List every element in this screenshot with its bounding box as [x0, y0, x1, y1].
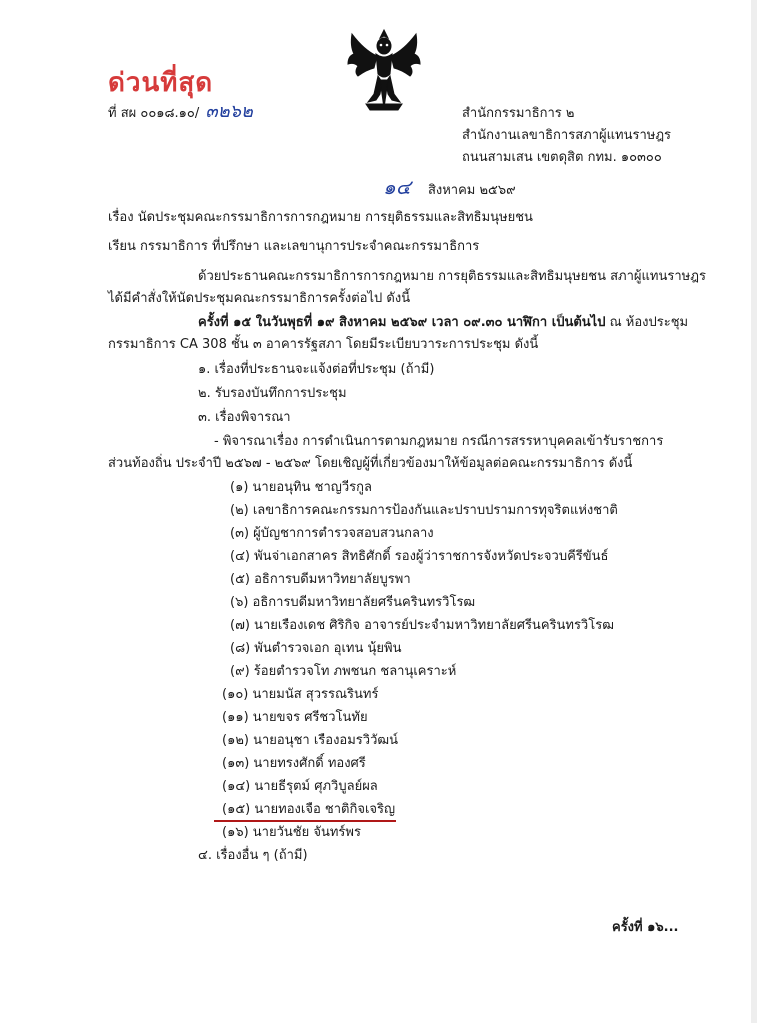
sender-agency: สำนักงานเลขาธิการสภาผู้แทนราษฎร	[462, 128, 672, 143]
consider-line1: - พิจารณาเรื่อง การดำเนินการตามกฎหมาย กรณีการสรรหาบุคคลเข้ารับราชการ	[214, 434, 664, 449]
date-month-year: สิงหาคม ๒๕๖๙	[427, 183, 516, 198]
invitee-7: (๗) นายเรืองเดช ศิริกิจ อาจารย์ประจำมหาวิทยาลัยศรีนครินทรวิโรฒ	[230, 618, 614, 633]
garuda-emblem-icon	[344, 24, 424, 116]
sender-office: สำนักกรรมาธิการ ๒	[462, 106, 575, 121]
red-pen-underline	[214, 820, 396, 822]
invitee-2: (๒) เลขาธิการคณะกรรมการป้องกันและปราบปรามการทุจริตแห่งชาติ	[230, 503, 618, 518]
meeting-location: กรรมาธิการ CA 308 ชั้น ๓ อาคารรัฐสภา โดยมีระเบียบวาระการประชุม ดังนี้	[108, 337, 539, 352]
invitee-11: (๑๑) นายขจร ศรีชวโนทัย	[222, 710, 368, 725]
document-addressee: เรียน กรรมาธิการ ที่ปรึกษา และเลขานุการประจำคณะกรรมาธิการ	[108, 239, 480, 254]
consider-line2: ส่วนท้องถิ่น ประจำปี ๒๕๖๗ - ๒๕๖๙ โดยเชิญผู้ที่เกี่ยวข้องมาให้ข้อมูลต่อคณะกรรมาธิการ ดังนี้	[108, 456, 633, 471]
invitee-14: (๑๔) นายธีรุตม์ ศุภวิบูลย์ผล	[222, 779, 378, 794]
meeting-schedule	[198, 315, 688, 331]
invitee-8: (๘) พันตำรวจเอก อุเทน นุ้ยพิน	[230, 641, 402, 656]
invitee-16: (๑๖) นายวันชัย จันทร์พร	[222, 825, 361, 840]
invitee-1: (๑) นายอนุทิน ชาญวีรกูล	[230, 480, 372, 495]
invitee-9: (๙) ร้อยตำรวจโท ภพชนก ชลานุเคราะห์	[230, 664, 457, 679]
document-reference	[108, 101, 253, 122]
invitee-10: (๑๐) นายมนัส สุวรรณรินทร์	[222, 687, 379, 702]
invitee-15: (๑๕) นายทองเจือ ชาติกิจเจริญ	[222, 802, 396, 817]
urgent-stamp: ด่วนที่สุด	[108, 68, 214, 98]
meeting-schedule-bold: ครั้งที่ ๑๕ ในวันพุธที่ ๑๙ สิงหาคม ๒๕๖๙ เวลา ๐๙.๓๐ นาฬิกา เป็นต้นไป	[198, 315, 606, 330]
agenda-item-1: ๑. เรื่องที่ประธานจะแจ้งต่อที่ประชุม (ถ้ามี)	[198, 362, 435, 377]
invitee-13: (๑๓) นายทรงศักดิ์ ทองศรี	[222, 756, 366, 771]
agenda-item-4: ๔. เรื่องอื่น ๆ (ถ้ามี)	[198, 848, 308, 863]
invitee-6: (๖) อธิการบดีมหาวิทยาลัยศรีนครินทรวิโรฒ	[230, 595, 476, 610]
document-subject: เรื่อง นัดประชุมคณะกรรมาธิการการกฎหมาย การยุติธรรมและสิทธิมนุษยชน	[108, 210, 533, 225]
agenda-item-2: ๒. รับรองบันทึกการประชุม	[198, 386, 347, 401]
next-page-marker: ครั้งที่ ๑๖...	[612, 920, 679, 935]
date-day-handwritten: ๑๔	[383, 175, 411, 199]
page-edge-shadow	[751, 0, 757, 1023]
invitee-3: (๓) ผู้บัญชาการตำรวจสอบสวนกลาง	[230, 526, 434, 541]
body-para1-line2: ได้มีคำสั่งให้นัดประชุมคณะกรรมาธิการครั้งต่อไป ดังนี้	[108, 291, 411, 306]
handwritten-reference-number: ๓๒๖๒	[205, 101, 253, 122]
sender-address: ถนนสามเสน เขตดุสิต กทม. ๑๐๓๐๐	[462, 150, 662, 165]
body-para1-line1: ด้วยประธานคณะกรรมาธิการการกฎหมาย การยุติธรรมและสิทธิมนุษยชน สภาผู้แทนราษฎร	[198, 269, 706, 284]
document-date	[383, 171, 516, 203]
invitee-12: (๑๒) นายอนุชา เรืองอมรวิวัฒน์	[222, 733, 399, 748]
invitee-4: (๔) พันจ่าเอกสาคร สิทธิศักดิ์ รองผู้ว่าราชการจังหวัดประจวบคีรีขันธ์	[230, 549, 609, 564]
agenda-item-3: ๓. เรื่องพิจารณา	[198, 410, 291, 425]
reference-prefix: ที่ สผ ๐๐๑๘.๑๐/	[108, 106, 200, 121]
meeting-schedule-room: ณ ห้องประชุม	[605, 315, 689, 330]
invitee-5: (๕) อธิการบดีมหาวิทยาลัยบูรพา	[230, 572, 411, 587]
